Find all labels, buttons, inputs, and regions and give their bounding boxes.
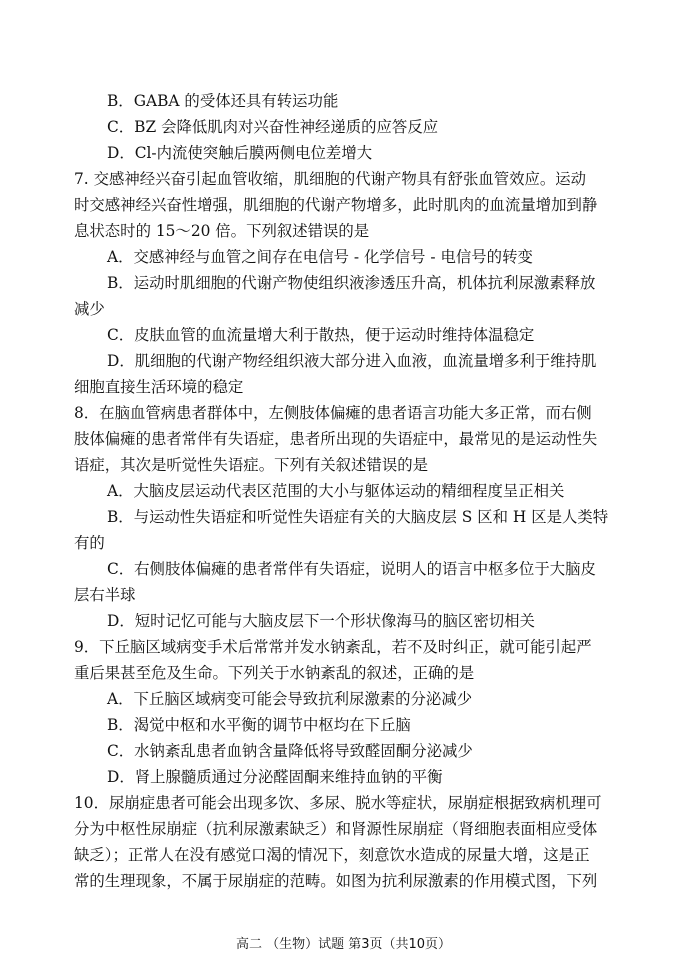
q10-stem-line-2: 分为中枢性尿崩症（抗利尿激素缺乏）和肾源性尿崩症（肾细胞表面相应受体 — [74, 820, 598, 838]
q9-option-c: C．水钠紊乱患者血钠含量降低将导致醛固酮分泌减少 — [107, 742, 473, 760]
q8-option-d: D．短时记忆可能与大脑皮层下一个形状像海马的脑区密切相关 — [107, 612, 535, 630]
q10-stem-line-3: 缺乏）；正常人在没有感觉口渴的情况下，刻意饮水造成的尿量大增，这是正 — [74, 846, 590, 864]
q9-stem-line-1: 9．下丘脑区域病变手术后常常并发水钠紊乱，若不及时纠正，就可能引起严 — [74, 638, 592, 656]
q6-option-d: D．Cl-内流使突触后膜两侧电位差增大 — [107, 144, 373, 162]
q8-stem-line-2: 肢体偏瘫的患者常伴有失语症，患者所出现的失语症中，最常见的是运动性失 — [74, 430, 598, 448]
page-footer: 高二 （生物）试题 第3页（共10页） — [235, 937, 452, 952]
q10-stem-line-4: 常的生理现象，不属于尿崩症的范畴。如图为抗利尿激素的作用模式图，下列 — [74, 872, 598, 890]
q8-stem-line-3: 语症，其次是听觉性失语症。下列有关叙述错误的是 — [74, 456, 428, 474]
q8-option-b: B．与运动性失语症和听觉性失语症有关的大脑皮层 S 区和 H 区是人类特 — [107, 508, 609, 526]
q7-option-b-cont: 减少 — [74, 300, 105, 318]
q7-stem-line-1: 7. 交感神经兴奋引起血管收缩，肌细胞的代谢产物具有舒张血管效应。运动 — [74, 170, 587, 188]
q7-stem-line-3: 息状态时的 15～20 倍。下列叙述错误的是 — [74, 222, 370, 240]
q9-stem-line-2: 重后果甚至危及生命。下列关于水钠紊乱的叙述，正确的是 — [74, 664, 475, 682]
q7-option-d-cont: 细胞直接生活环境的稳定 — [74, 378, 244, 396]
q8-option-c: C．右侧肢体偏瘫的患者常伴有失语症，说明人的语言中枢多位于大脑皮 — [107, 560, 596, 578]
q8-option-c-cont: 层右半球 — [74, 586, 136, 604]
q6-option-b: B．GABA 的受体还具有转运功能 — [107, 92, 339, 110]
q7-option-c: C．皮肤血管的血流量增大利于散热，便于运动时维持体温稳定 — [107, 326, 535, 344]
q10-stem-line-1: 10．尿崩症患者可能会出现多饮、多尿、脱水等症状，尿崩症根据致病机理可 — [74, 794, 602, 812]
q9-option-b: B．渴觉中枢和水平衡的调节中枢均在下丘脑 — [107, 716, 411, 734]
q9-option-d: D．肾上腺髓质通过分泌醛固酮来维持血钠的平衡 — [107, 768, 443, 786]
q8-stem-line-1: 8．在脑血管病患者群体中，左侧肢体偏瘫的患者语言功能大多正常，而右侧 — [74, 404, 592, 422]
q6-option-c: C．BZ 会降低肌肉对兴奋性神经递质的应答反应 — [107, 118, 439, 136]
q9-option-a: A．下丘脑区域病变可能会导致抗利尿激素的分泌减少 — [107, 690, 473, 708]
q7-option-b: B．运动时肌细胞的代谢产物使组织液渗透压升高，机体抗利尿激素释放 — [107, 274, 596, 292]
q7-option-d: D．肌细胞的代谢产物经组织液大部分进入血液，血流量增多利于维持肌 — [107, 352, 597, 370]
q7-option-a: A．交感神经与血管之间存在电信号 - 化学信号 - 电信号的转变 — [107, 248, 533, 266]
q8-option-a: A．大脑皮层运动代表区范围的大小与躯体运动的精细程度呈正相关 — [107, 482, 565, 500]
q8-option-b-cont: 有的 — [74, 534, 105, 552]
q7-stem-line-2: 时交感神经兴奋性增强，肌细胞的代谢产物增多，此时肌肉的血流量增加到静 — [74, 196, 598, 214]
